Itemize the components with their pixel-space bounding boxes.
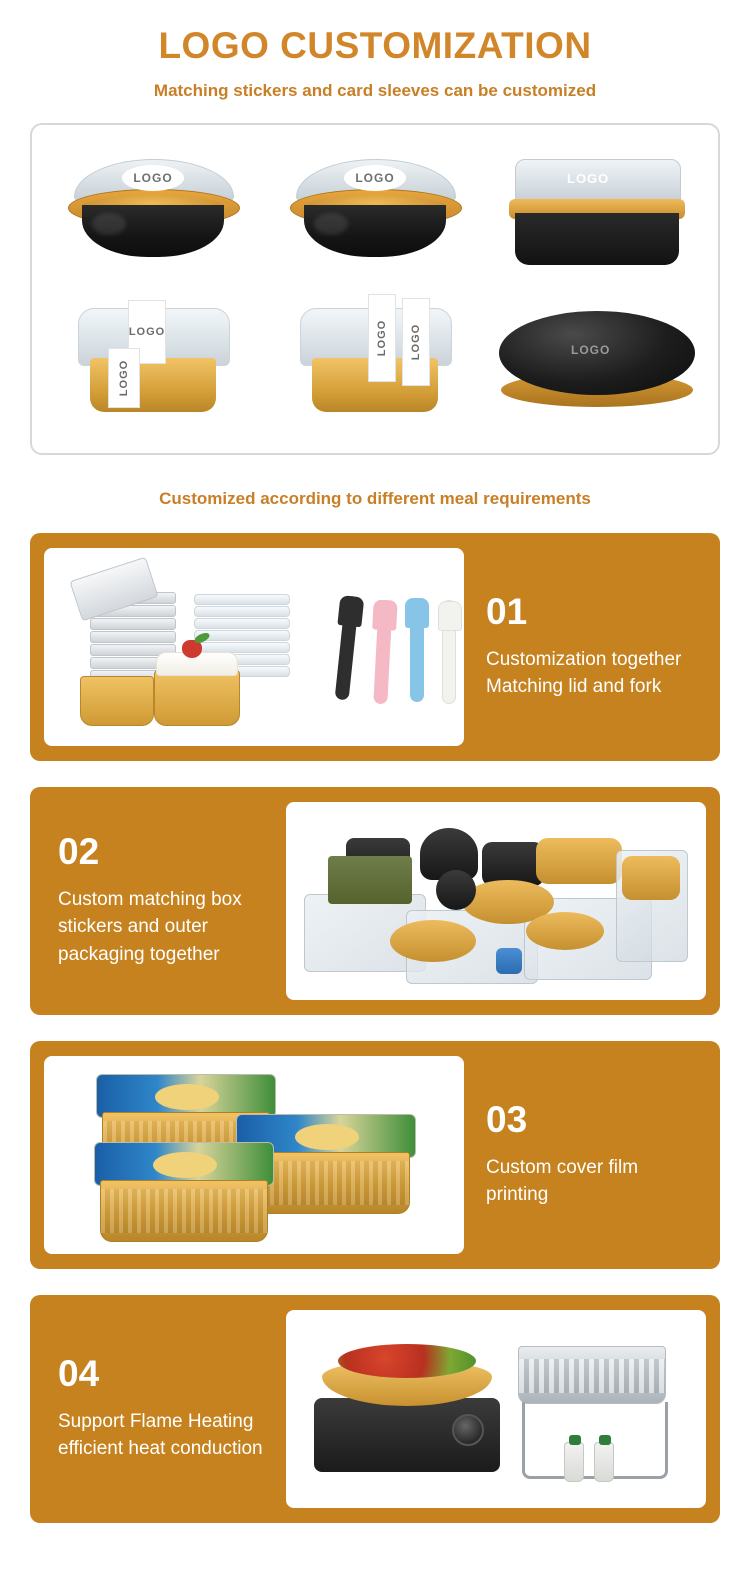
gold-cup-icon-2: [154, 670, 240, 726]
page-header: [0, 0, 750, 101]
feature-text-03: [464, 1098, 706, 1209]
section-caption: Customized according to different meal requirements: [159, 488, 591, 508]
black-round-lid-icon: [499, 311, 695, 417]
feature-row-03: [30, 1041, 720, 1269]
showcase-item-round-bowl-1: [42, 139, 264, 289]
showcase-item-rect-box: [486, 139, 708, 289]
square-clear-lid-cup-icon: [290, 306, 460, 422]
logo-label: LOGO: [122, 165, 184, 191]
fork-icon-pink: [373, 599, 392, 704]
page-subtitle: Matching stickers and card sleeves can be customized: [153, 80, 597, 100]
wire-rack-with-foil-tray-icon: [512, 1346, 672, 1486]
round-gold-black-bowl-icon: [68, 159, 238, 269]
rectangular-black-gold-box-icon: [507, 155, 687, 273]
product-showcase-grid: [42, 139, 708, 439]
showcase-item-clear-lid-cup-sleeves: [264, 289, 486, 439]
showcase-item-square-cup-sleeve: [42, 289, 264, 439]
packaged-goods-pile-icon: [286, 802, 706, 1000]
feature-list: [30, 533, 720, 1523]
printed-film-box-icon-3: [94, 1142, 274, 1246]
packaged-containers-pile-photo: [286, 802, 706, 1000]
fork-icon-blue: [410, 598, 424, 702]
logo-label: LOGO: [344, 165, 406, 191]
feature-row-01: [30, 533, 720, 761]
logo-sticker-top: LOGO: [128, 300, 166, 364]
showcase-item-round-bowl-2: [264, 139, 486, 289]
feature-text-04: [44, 1352, 286, 1463]
feature-row-02: [30, 787, 720, 1015]
fork-icon-black: [335, 595, 360, 700]
feature-description: Custom cover film printing: [486, 1156, 639, 1206]
portable-gas-stove-icon: [314, 1398, 500, 1472]
feature-number: 03: [486, 1098, 528, 1140]
gold-cup-icon-1: [80, 676, 154, 726]
round-gold-black-bowl-icon-2: [290, 159, 460, 269]
feature-number: 04: [58, 1352, 100, 1394]
logo-sticker-side: LOGO: [108, 348, 140, 408]
square-gold-cup-icon: [68, 306, 238, 422]
product-showcase-panel: [30, 123, 720, 455]
showcase-item-black-round-lid: [486, 289, 708, 439]
feature-number: 02: [58, 830, 100, 872]
logo-sticker-left: LOGO: [368, 294, 396, 382]
feature-row-04: [30, 1295, 720, 1523]
feature-number: 01: [486, 590, 528, 632]
feature-text-02: [44, 830, 286, 969]
flame-heating-pan-and-rack-photo: [286, 1310, 706, 1508]
logo-sticker-right: LOGO: [402, 298, 430, 386]
trays-lids-and-forks-photo: [44, 548, 464, 746]
feature-description: Custom matching box stickers and outer packaging together: [58, 888, 242, 965]
gold-pan-with-food-icon: [322, 1344, 492, 1406]
fork-icon-white: [442, 600, 456, 704]
feature-description: Customization together Matching lid and fork: [486, 648, 682, 698]
page-title: LOGO CUSTOMIZATION: [158, 25, 592, 66]
logo-label: LOGO: [571, 342, 611, 357]
feature-description: Support Flame Heating efficient heat conduction: [58, 1410, 263, 1460]
logo-label: LOGO: [567, 170, 610, 186]
feature-text-01: [464, 590, 706, 701]
printed-cover-film-gold-boxes-photo: [44, 1056, 464, 1254]
